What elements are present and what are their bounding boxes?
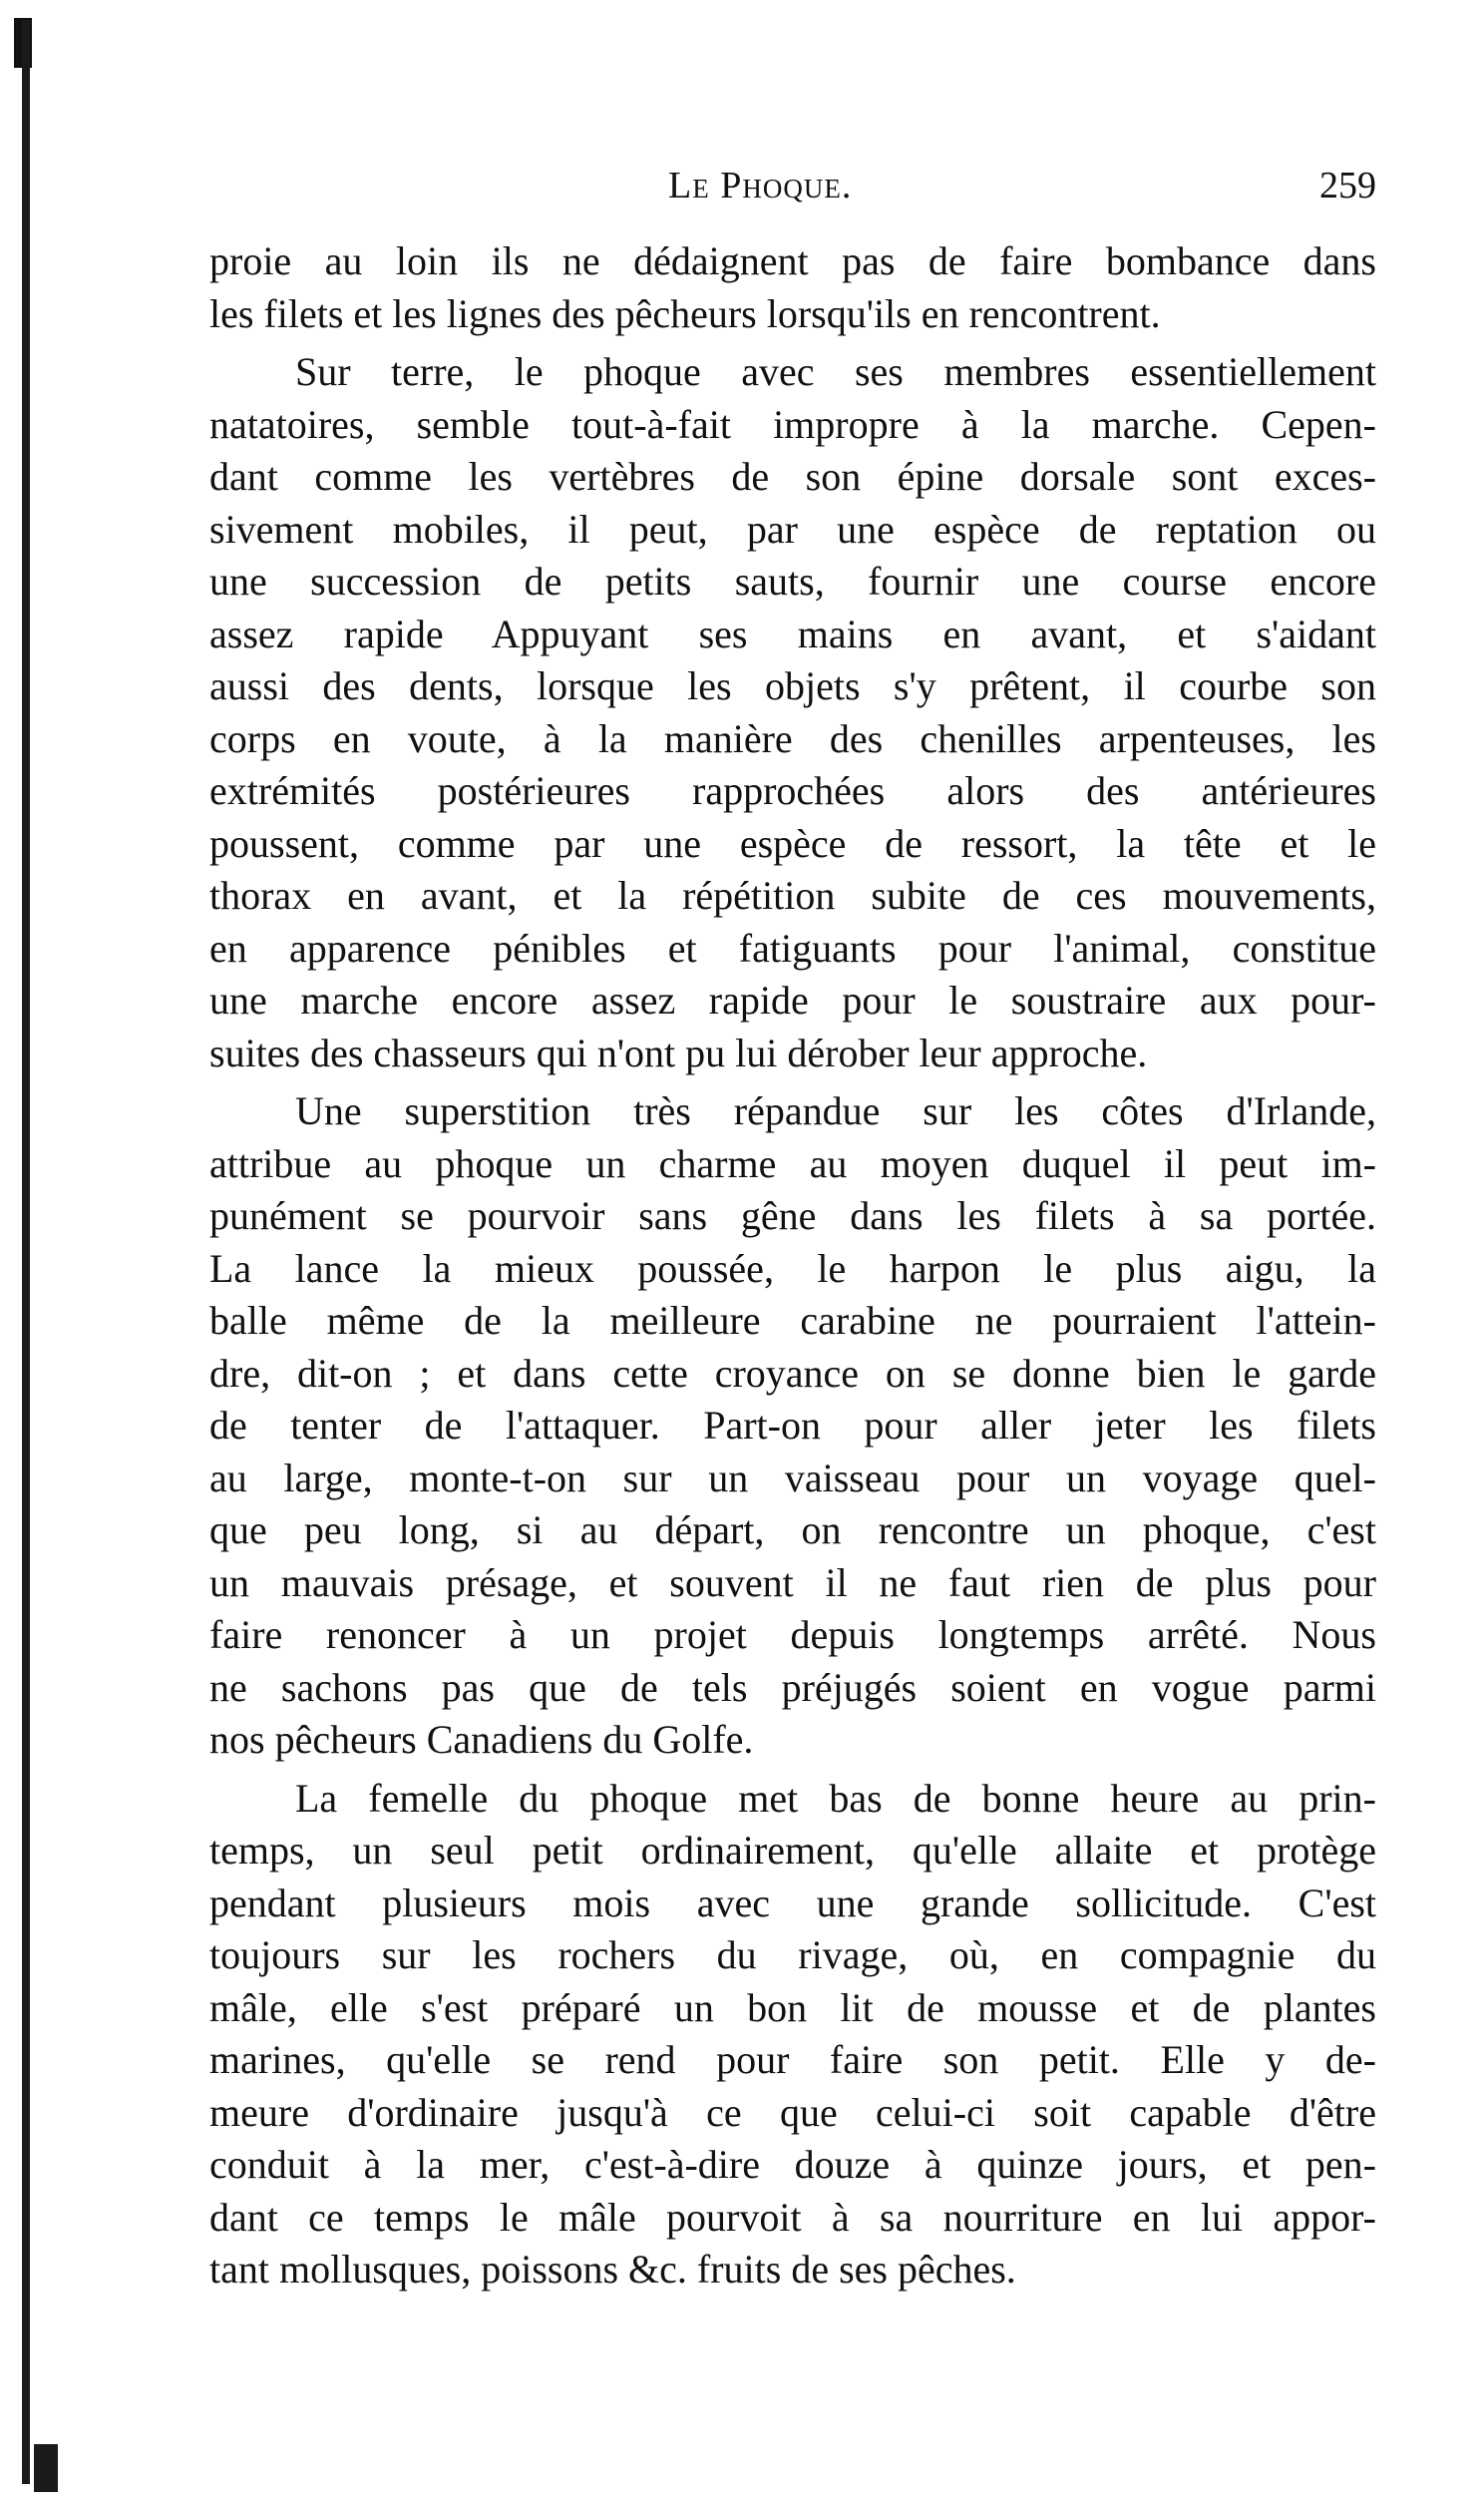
text-line: aussi des dents, lorsque les objets s'y prêtent, il courbe son xyxy=(209,663,1376,708)
text-line: dant ce temps le mâle pourvoit à sa nourriture en lui appor- xyxy=(209,2194,1376,2240)
text-line: Sur terre, le phoque avec ses membres essentiellement xyxy=(295,349,1376,394)
text-line: marines, qu'elle se rend pour faire son petit. Elle y de- xyxy=(209,2037,1376,2082)
running-title: Le Phoque. xyxy=(668,165,853,207)
text-line: La lance la mieux poussée, le harpon le plus aigu, la xyxy=(209,1245,1376,1291)
text-line: balle même de la meilleure carabine ne pourraient l'attein- xyxy=(209,1298,1376,1343)
page-header xyxy=(209,158,1376,217)
text-line: Une superstition très répandue sur les côtes d'Irlande, xyxy=(295,1088,1376,1133)
text-line: La femelle du phoque met bas de bonne heure au prin- xyxy=(295,1775,1376,1821)
binding-edge-bottom xyxy=(34,2444,58,2492)
text-line: nos pêcheurs Canadiens du Golfe. xyxy=(209,1717,754,1762)
text-line: proie au loin ils ne dédaignent pas de faire bombance dans xyxy=(209,238,1376,283)
text-line: temps, un seul petit ordinairement, qu'elle allaite et protège xyxy=(209,1828,1376,1873)
text-line: tant mollusques, poissons &c. fruits de ses pêches. xyxy=(209,2247,1016,2292)
text-line: mâle, elle s'est préparé un bon lit de mousse et de plantes xyxy=(209,1984,1376,2030)
text-line: une marche encore assez rapide pour le soustraire aux pour- xyxy=(209,978,1376,1023)
text-line: dre, dit-on ; et dans cette croyance on se donne bien le garde xyxy=(209,1350,1376,1396)
text-line: natatoires, semble tout-à-fait impropre à la marche. Cepen- xyxy=(209,401,1376,447)
text-line: meure d'ordinaire jusqu'à ce que celui-ci soit capable d'être xyxy=(209,2089,1376,2135)
text-line: ne sachons pas que de tels préjugés soient en vogue parmi xyxy=(209,1664,1376,1710)
text-line: en apparence pénibles et fatiguants pour l'animal, constitue xyxy=(209,925,1376,971)
body-text xyxy=(209,235,1376,2297)
text-line: que peu long, si au départ, on rencontre un phoque, c'est xyxy=(209,1507,1376,1552)
text-line: conduit à la mer, c'est-à-dire douze à quinze jours, et pen- xyxy=(209,2142,1376,2187)
paragraph-2 xyxy=(209,346,1376,1079)
page-number: 259 xyxy=(1319,165,1376,207)
text-line: au large, monte-t-on sur un vaisseau pour un voyage quel- xyxy=(209,1455,1376,1500)
text-line: assez rapide Appuyant ses mains en avant, et s'aidant xyxy=(209,611,1376,656)
text-line: extrémités postérieures rapprochées alors des antérieures xyxy=(209,768,1376,813)
text-line: faire renoncer à un projet depuis longtemps arrêté. Nous xyxy=(209,1612,1376,1657)
text-line: thorax en avant, et la répétition subite de ces mouvements, xyxy=(209,873,1376,918)
text-line: une succession de petits sauts, fournir une course encore xyxy=(209,559,1376,604)
text-line: poussent, comme par une espèce de ressort, la tête et le xyxy=(209,820,1376,866)
binding-edge xyxy=(22,20,30,2484)
text-line: corps en voute, à la manière des chenilles arpenteuses, les xyxy=(209,715,1376,761)
text-line: attribue au phoque un charme au moyen duquel il peut im- xyxy=(209,1140,1376,1186)
text-line: suites des chasseurs qui n'ont pu lui dérober leur approche. xyxy=(209,1030,1148,1075)
text-line: les filets et les lignes des pêcheurs lorsqu'ils en rencontrent. xyxy=(209,290,1161,336)
paragraph-4 xyxy=(209,1773,1376,2297)
text-line: pendant plusieurs mois avec une grande sollicitude. C'est xyxy=(209,1880,1376,1925)
paragraph-1 xyxy=(209,235,1376,340)
paragraph-3 xyxy=(209,1085,1376,1767)
text-line: un mauvais présage, et souvent il ne faut rien de plus pour xyxy=(209,1559,1376,1605)
text-line: de tenter de l'attaquer. Part-on pour aller jeter les filets xyxy=(209,1403,1376,1448)
text-line: sivement mobiles, il peut, par une espèce de reptation ou xyxy=(209,506,1376,552)
text-line: punément se pourvoir sans gêne dans les filets à sa portée. xyxy=(209,1193,1376,1238)
text-line: dant comme les vertèbres de son épine dorsale sont exces- xyxy=(209,454,1376,499)
text-line: toujours sur les rochers du rivage, où, en compagnie du xyxy=(209,1932,1376,1977)
